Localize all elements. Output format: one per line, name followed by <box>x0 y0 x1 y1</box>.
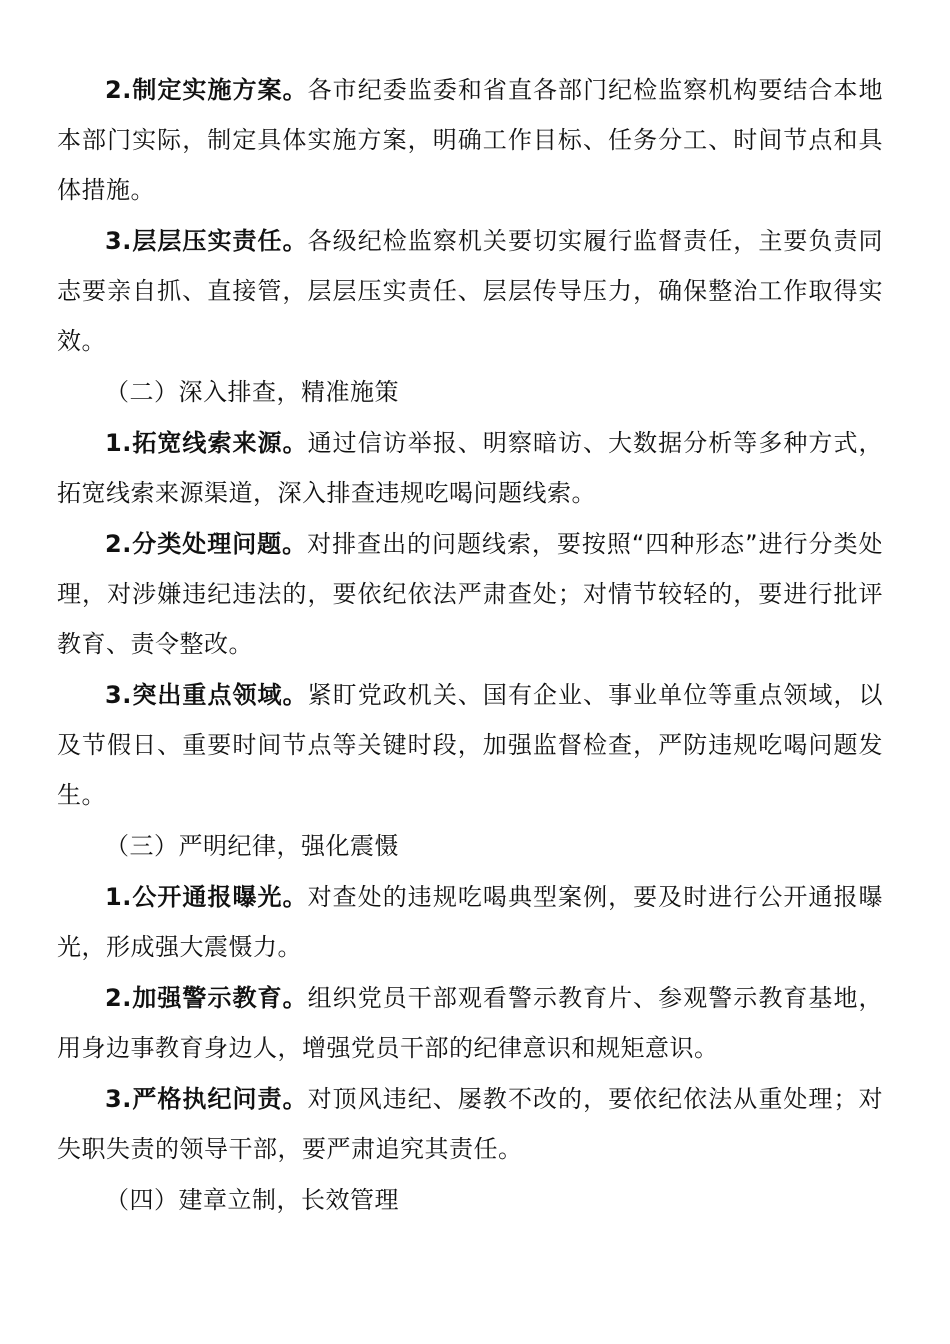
item-text: 各市纪委监委和省直各部门纪检监察机构要结合本地本部门实际，制定具体实施方案，明确工作目标、任务分工、时间节点和具体措施。 <box>57 76 883 204</box>
document-page <box>57 65 883 1226</box>
paragraph-key-areas <box>57 670 883 820</box>
item-text: 对查处的违规吃喝典型案例，要及时进行公开通报曝光，形成强大震慑力。 <box>57 883 883 961</box>
item-title: 3.严格执纪问责。 <box>105 1085 308 1113</box>
paragraph-public-exposure <box>57 872 883 972</box>
paragraph-clue-sources <box>57 418 883 518</box>
item-title: 2.制定实施方案。 <box>105 76 308 104</box>
paragraph-implementation-plan <box>57 65 883 215</box>
item-title: 2.加强警示教育。 <box>105 984 308 1012</box>
item-text: 各级纪检监察机关要切实履行监督责任，主要负责同志要亲自抓、直接管，层层压实责任、层层传导压力，确保整治工作取得实效。 <box>57 227 883 355</box>
paragraph-classified-handling <box>57 519 883 669</box>
paragraph-accountability <box>57 1074 883 1174</box>
item-title: 2.分类处理问题。 <box>105 530 308 558</box>
item-text: 对顶风违纪、屡教不改的，要依纪依法从重处理；对失职失责的领导干部，要严肃追究其责任。 <box>57 1085 883 1163</box>
section-heading-investigation: （二）深入排查，精准施策 <box>105 378 399 406</box>
item-title: 3.层层压实责任。 <box>105 227 308 255</box>
paragraph-warning-education <box>57 973 883 1073</box>
section-heading-discipline: （三）严明纪律，强化震慑 <box>105 832 399 860</box>
item-title: 1.公开通报曝光。 <box>105 883 308 911</box>
item-title: 1.拓宽线索来源。 <box>105 429 308 457</box>
item-text: 组织党员干部观看警示教育片、参观警示教育基地，用身边事教育身边人，增强党员干部的纪律意识和规矩意识。 <box>57 984 883 1062</box>
paragraph-responsibility <box>57 216 883 366</box>
section-heading-institution: （四）建章立制，长效管理 <box>105 1186 399 1214</box>
item-text: 对排查出的问题线索，要按照“四种形态”进行分类处理，对涉嫌违纪违法的，要依纪依法严肃查处；对情节较轻的，要进行批评教育、责令整改。 <box>57 530 883 658</box>
item-title: 3.突出重点领域。 <box>105 681 308 709</box>
item-text: 通过信访举报、明察暗访、大数据分析等多种方式，拓宽线索来源渠道，深入排查违规吃喝问题线索。 <box>57 429 883 507</box>
item-text: 紧盯党政机关、国有企业、事业单位等重点领域，以及节假日、重要时间节点等关键时段，加强监督检查，严防违规吃喝问题发生。 <box>57 681 883 809</box>
